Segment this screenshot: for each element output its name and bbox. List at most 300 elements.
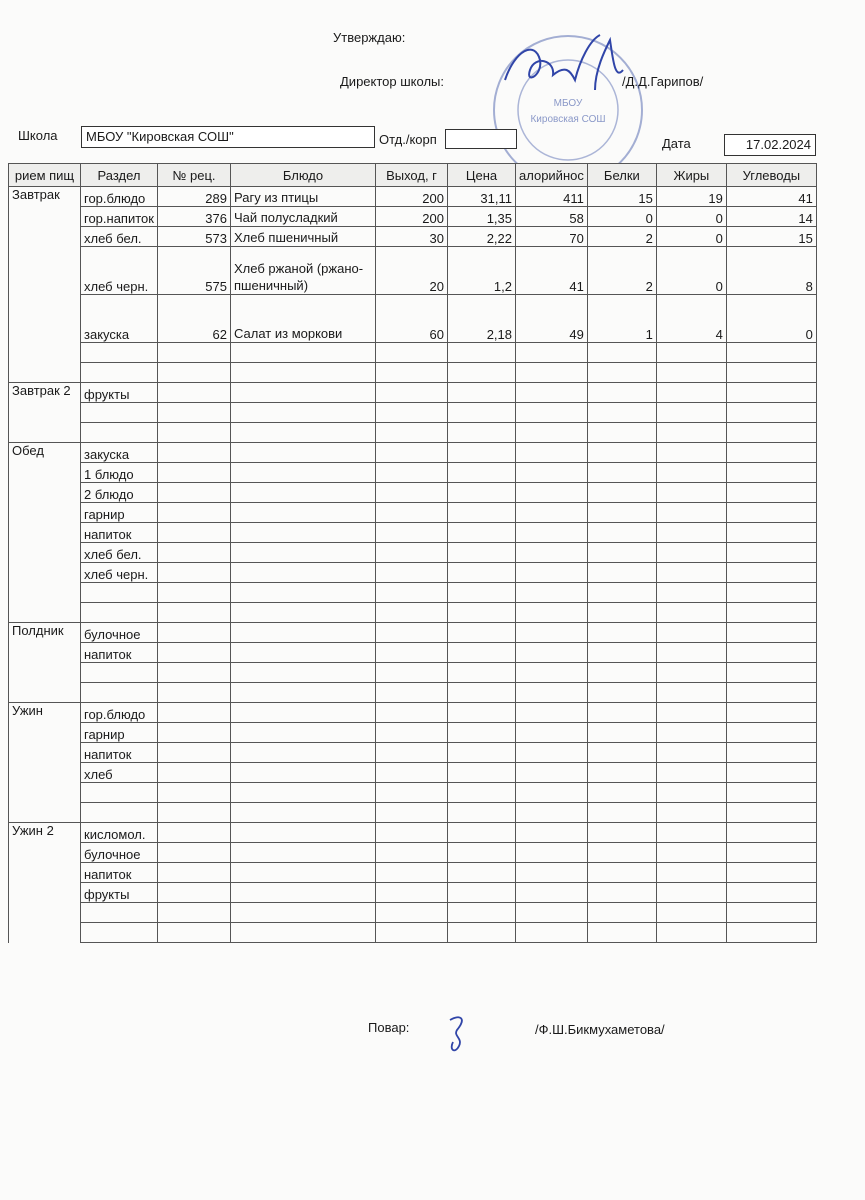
cell-prot <box>587 723 656 743</box>
cell-kcal <box>516 843 588 863</box>
cell-meal <box>9 923 81 943</box>
cell-price <box>448 803 516 823</box>
cell-dish <box>231 503 376 523</box>
cell-price <box>448 543 516 563</box>
cell-section <box>81 403 158 423</box>
cell-meal: Обед <box>9 443 81 463</box>
cell-meal: Полдник <box>9 623 81 643</box>
cell-dish <box>231 923 376 943</box>
cell-price <box>448 503 516 523</box>
cell-fat <box>656 863 726 883</box>
table-row <box>9 663 817 683</box>
cell-kcal <box>516 523 588 543</box>
cell-carb <box>726 603 816 623</box>
table-row <box>9 563 817 583</box>
dept-label: Отд./корп <box>379 132 437 147</box>
cell-dish <box>231 783 376 803</box>
cell-price: 1,2 <box>448 247 516 295</box>
cell-out <box>376 823 448 843</box>
cell-price <box>448 623 516 643</box>
cell-dish <box>231 643 376 663</box>
cell-dish <box>231 603 376 623</box>
cell-kcal: 41 <box>516 247 588 295</box>
column-header: Блюдо <box>231 164 376 187</box>
cell-meal <box>9 803 81 823</box>
cell-price <box>448 843 516 863</box>
cell-carb <box>726 403 816 423</box>
cell-carb <box>726 503 816 523</box>
cell-out: 200 <box>376 207 448 227</box>
cell-fat: 4 <box>656 295 726 343</box>
cell-meal <box>9 423 81 443</box>
cell-section: напиток <box>81 523 158 543</box>
cell-out <box>376 403 448 423</box>
cell-kcal <box>516 603 588 623</box>
cell-prot <box>587 763 656 783</box>
cell-carb: 0 <box>726 295 816 343</box>
cell-prot <box>587 523 656 543</box>
cell-rec: 289 <box>158 187 231 207</box>
cell-carb <box>726 863 816 883</box>
cell-prot <box>587 703 656 723</box>
cell-kcal <box>516 403 588 423</box>
cell-price <box>448 403 516 423</box>
cell-fat <box>656 423 726 443</box>
cell-dish <box>231 523 376 543</box>
table-row <box>9 227 817 247</box>
cell-prot <box>587 503 656 523</box>
table-row <box>9 643 817 663</box>
cell-dish: Рагу из птицы <box>231 187 376 207</box>
cell-out <box>376 523 448 543</box>
cell-out <box>376 603 448 623</box>
cell-kcal <box>516 563 588 583</box>
cell-meal <box>9 463 81 483</box>
cell-out: 200 <box>376 187 448 207</box>
cell-fat <box>656 703 726 723</box>
cell-rec <box>158 763 231 783</box>
table-row <box>9 443 817 463</box>
cell-kcal <box>516 923 588 943</box>
cell-rec <box>158 683 231 703</box>
cell-prot <box>587 783 656 803</box>
cell-dish <box>231 363 376 383</box>
cook-signature <box>445 1012 475 1057</box>
director-signature <box>495 30 630 100</box>
cell-prot <box>587 903 656 923</box>
cell-carb <box>726 523 816 543</box>
cell-section: булочное <box>81 623 158 643</box>
cell-meal <box>9 363 81 383</box>
cell-fat <box>656 643 726 663</box>
cell-out <box>376 503 448 523</box>
cell-out <box>376 883 448 903</box>
cell-section: хлеб <box>81 763 158 783</box>
cell-dish <box>231 883 376 903</box>
cell-section <box>81 663 158 683</box>
cell-kcal <box>516 783 588 803</box>
table-row <box>9 523 817 543</box>
cell-section: напиток <box>81 863 158 883</box>
table-row <box>9 603 817 623</box>
column-header: Цена <box>448 164 516 187</box>
cell-fat <box>656 363 726 383</box>
date-label: Дата <box>662 136 691 151</box>
column-header: Жиры <box>656 164 726 187</box>
date-field <box>724 134 816 156</box>
table-row <box>9 383 817 403</box>
cell-prot <box>587 543 656 563</box>
cell-out <box>376 903 448 923</box>
cell-fat <box>656 523 726 543</box>
cell-kcal <box>516 723 588 743</box>
cell-price <box>448 423 516 443</box>
cell-section <box>81 903 158 923</box>
table-row <box>9 803 817 823</box>
cell-rec <box>158 343 231 363</box>
cell-kcal <box>516 683 588 703</box>
cell-rec <box>158 843 231 863</box>
table-row <box>9 623 817 643</box>
cell-meal <box>9 663 81 683</box>
cell-prot <box>587 423 656 443</box>
cell-carb: 41 <box>726 187 816 207</box>
cell-dish: Салат из моркови <box>231 295 376 343</box>
column-header: Белки <box>587 164 656 187</box>
cell-price <box>448 723 516 743</box>
cell-out <box>376 543 448 563</box>
cell-meal <box>9 563 81 583</box>
cell-out <box>376 363 448 383</box>
cell-out <box>376 863 448 883</box>
cell-carb <box>726 683 816 703</box>
table-row <box>9 423 817 443</box>
cell-price <box>448 343 516 363</box>
cell-price <box>448 903 516 923</box>
cell-kcal <box>516 443 588 463</box>
cell-out <box>376 923 448 943</box>
cell-kcal <box>516 503 588 523</box>
cell-fat <box>656 923 726 943</box>
cell-prot <box>587 343 656 363</box>
cell-dish <box>231 743 376 763</box>
cell-dish <box>231 463 376 483</box>
cell-prot <box>587 923 656 943</box>
cell-section: хлеб черн. <box>81 563 158 583</box>
table-row <box>9 187 817 207</box>
column-header: алорийнос <box>516 164 588 187</box>
cell-dish <box>231 763 376 783</box>
dept-field <box>445 129 517 149</box>
cell-prot <box>587 463 656 483</box>
cell-dish: Хлеб ржаной (ржано-пшеничный) <box>231 247 376 295</box>
cell-fat <box>656 383 726 403</box>
school-field <box>81 126 375 148</box>
cell-kcal <box>516 463 588 483</box>
table-row <box>9 743 817 763</box>
cell-out: 20 <box>376 247 448 295</box>
cell-dish <box>231 443 376 463</box>
cell-fat <box>656 843 726 863</box>
cell-rec <box>158 823 231 843</box>
cell-dish <box>231 803 376 823</box>
cell-price: 31,11 <box>448 187 516 207</box>
cell-kcal <box>516 703 588 723</box>
cell-carb: 8 <box>726 247 816 295</box>
cell-kcal <box>516 483 588 503</box>
cook-name: /Ф.Ш.Бикмухаметова/ <box>535 1022 665 1037</box>
cell-out <box>376 623 448 643</box>
cell-fat: 19 <box>656 187 726 207</box>
cell-carb <box>726 383 816 403</box>
cell-rec <box>158 623 231 643</box>
cell-fat <box>656 503 726 523</box>
cell-rec <box>158 643 231 663</box>
cell-out <box>376 583 448 603</box>
cell-kcal: 411 <box>516 187 588 207</box>
cell-carb <box>726 843 816 863</box>
cell-fat <box>656 903 726 923</box>
cell-prot <box>587 563 656 583</box>
cell-carb: 14 <box>726 207 816 227</box>
cell-price <box>448 583 516 603</box>
cell-carb <box>726 343 816 363</box>
cell-rec <box>158 443 231 463</box>
cell-kcal <box>516 803 588 823</box>
cell-prot: 15 <box>587 187 656 207</box>
cell-prot <box>587 443 656 463</box>
cell-carb <box>726 483 816 503</box>
table-row <box>9 923 817 943</box>
table-row <box>9 403 817 423</box>
cell-fat: 0 <box>656 247 726 295</box>
cell-prot <box>587 663 656 683</box>
cell-section: напиток <box>81 643 158 663</box>
cell-out <box>376 463 448 483</box>
cell-carb <box>726 803 816 823</box>
cell-prot <box>587 863 656 883</box>
cell-rec <box>158 663 231 683</box>
cell-prot <box>587 683 656 703</box>
cell-kcal <box>516 663 588 683</box>
director-label: Директор школы: <box>340 74 444 89</box>
cell-section: фрукты <box>81 883 158 903</box>
cell-kcal <box>516 543 588 563</box>
cell-meal <box>9 843 81 863</box>
table-row <box>9 763 817 783</box>
column-header: № рец. <box>158 164 231 187</box>
cell-section <box>81 343 158 363</box>
cell-out <box>376 663 448 683</box>
cell-fat <box>656 483 726 503</box>
cell-carb <box>726 443 816 463</box>
cell-rec: 575 <box>158 247 231 295</box>
cell-carb <box>726 743 816 763</box>
cell-section: кисломол. <box>81 823 158 843</box>
cell-rec: 573 <box>158 227 231 247</box>
cell-meal <box>9 723 81 743</box>
cell-carb <box>726 823 816 843</box>
cell-meal <box>9 503 81 523</box>
cell-dish: Хлеб пшеничный <box>231 227 376 247</box>
cell-section <box>81 683 158 703</box>
cell-meal: Завтрак <box>9 187 81 207</box>
cell-section: 2 блюдо <box>81 483 158 503</box>
cell-kcal <box>516 863 588 883</box>
cell-rec <box>158 503 231 523</box>
cell-section: закуска <box>81 295 158 343</box>
cell-dish <box>231 663 376 683</box>
cell-section: 1 блюдо <box>81 463 158 483</box>
cell-rec <box>158 383 231 403</box>
cell-fat <box>656 623 726 643</box>
cell-kcal: 70 <box>516 227 588 247</box>
cell-rec: 376 <box>158 207 231 227</box>
cell-price: 2,18 <box>448 295 516 343</box>
cell-price: 2,22 <box>448 227 516 247</box>
cell-price <box>448 443 516 463</box>
cell-out <box>376 703 448 723</box>
cell-rec <box>158 423 231 443</box>
cell-dish <box>231 343 376 363</box>
table-row <box>9 247 817 295</box>
cell-out <box>376 743 448 763</box>
cell-kcal <box>516 383 588 403</box>
cell-fat <box>656 683 726 703</box>
cell-carb <box>726 423 816 443</box>
cell-carb <box>726 583 816 603</box>
school-value: МБОУ "Кировская СОШ" <box>86 129 234 144</box>
cell-meal: Ужин <box>9 703 81 723</box>
cell-section: напиток <box>81 743 158 763</box>
cell-out <box>376 423 448 443</box>
table-row <box>9 463 817 483</box>
table-row <box>9 823 817 843</box>
cell-section: гор.блюдо <box>81 703 158 723</box>
director-name: /Д.Д.Гарипов/ <box>622 74 704 89</box>
table-row <box>9 343 817 363</box>
cell-meal <box>9 903 81 923</box>
cell-fat <box>656 743 726 763</box>
table-row <box>9 503 817 523</box>
cell-prot: 0 <box>587 207 656 227</box>
cell-meal <box>9 295 81 343</box>
table-row <box>9 295 817 343</box>
cell-fat <box>656 803 726 823</box>
table-row <box>9 363 817 383</box>
cell-rec <box>158 523 231 543</box>
cell-price <box>448 923 516 943</box>
cell-price <box>448 463 516 483</box>
svg-text:Кировская СОШ: Кировская СОШ <box>530 114 606 125</box>
cell-out <box>376 443 448 463</box>
cell-out: 30 <box>376 227 448 247</box>
cell-kcal <box>516 583 588 603</box>
cell-price <box>448 663 516 683</box>
cell-kcal <box>516 643 588 663</box>
cell-meal <box>9 543 81 563</box>
cell-dish <box>231 723 376 743</box>
cell-dish: Чай полусладкий <box>231 207 376 227</box>
cell-out <box>376 763 448 783</box>
menu-table <box>8 163 817 943</box>
cell-rec <box>158 783 231 803</box>
cell-price: 1,35 <box>448 207 516 227</box>
cell-fat <box>656 823 726 843</box>
cell-prot <box>587 603 656 623</box>
cell-prot <box>587 823 656 843</box>
cell-rec <box>158 803 231 823</box>
cell-dish <box>231 543 376 563</box>
cell-section: хлеб бел. <box>81 543 158 563</box>
cell-kcal: 49 <box>516 295 588 343</box>
cell-section: булочное <box>81 843 158 863</box>
cell-section <box>81 603 158 623</box>
cell-meal <box>9 643 81 663</box>
cell-prot <box>587 883 656 903</box>
cell-dish <box>231 863 376 883</box>
cell-out: 60 <box>376 295 448 343</box>
cell-rec <box>158 863 231 883</box>
table-row <box>9 207 817 227</box>
table-row <box>9 863 817 883</box>
cell-meal <box>9 763 81 783</box>
school-label: Школа <box>18 128 58 143</box>
cell-dish <box>231 843 376 863</box>
cell-kcal <box>516 763 588 783</box>
cook-label: Повар: <box>368 1020 410 1035</box>
table-row <box>9 883 817 903</box>
cell-out <box>376 483 448 503</box>
cell-rec <box>158 903 231 923</box>
cell-meal <box>9 783 81 803</box>
cell-prot <box>587 383 656 403</box>
cell-carb <box>726 723 816 743</box>
cell-meal <box>9 403 81 423</box>
cell-section <box>81 363 158 383</box>
column-header: Выход, г <box>376 164 448 187</box>
table-row <box>9 683 817 703</box>
cell-out <box>376 803 448 823</box>
cell-fat <box>656 583 726 603</box>
cell-price <box>448 743 516 763</box>
cell-meal <box>9 247 81 295</box>
cell-price <box>448 483 516 503</box>
cell-meal <box>9 343 81 363</box>
cell-section <box>81 803 158 823</box>
date-value: 17.02.2024 <box>745 137 811 152</box>
cell-out <box>376 843 448 863</box>
cell-rec: 62 <box>158 295 231 343</box>
cell-rec <box>158 403 231 423</box>
cell-fat <box>656 343 726 363</box>
cell-fat: 0 <box>656 207 726 227</box>
cell-dish <box>231 823 376 843</box>
cell-price <box>448 683 516 703</box>
cell-out <box>376 683 448 703</box>
cell-price <box>448 643 516 663</box>
cell-section: закуска <box>81 443 158 463</box>
cell-price <box>448 763 516 783</box>
cell-carb <box>726 903 816 923</box>
cell-out <box>376 723 448 743</box>
cell-price <box>448 783 516 803</box>
cell-out <box>376 343 448 363</box>
cell-rec <box>158 563 231 583</box>
cell-meal: Ужин 2 <box>9 823 81 843</box>
cell-out <box>376 383 448 403</box>
cell-meal <box>9 227 81 247</box>
